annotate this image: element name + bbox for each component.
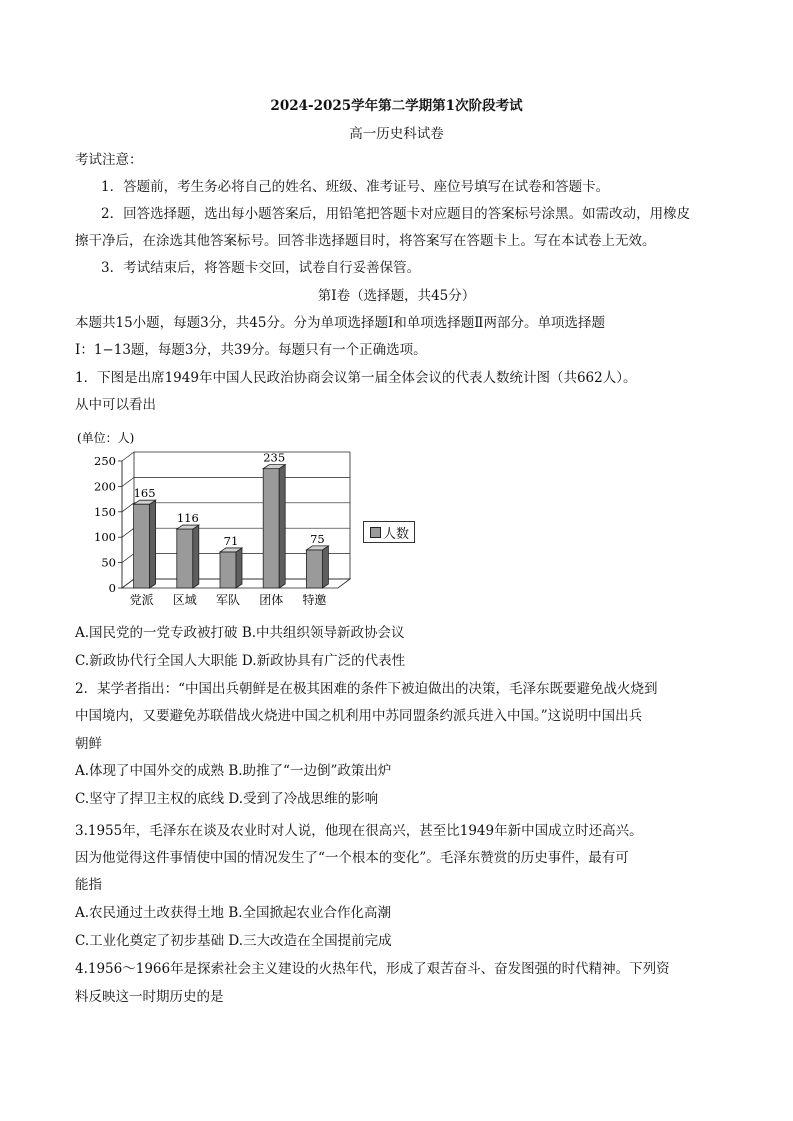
chart-ytick-label: 50 (101, 555, 116, 570)
chart-unit-label: (单位：人) (77, 431, 135, 445)
chart-legend-box (363, 521, 415, 543)
notice-heading: 考试注意： (75, 152, 143, 168)
chart-value-label: 71 (223, 533, 239, 548)
chart-value-label: 235 (263, 450, 286, 465)
q2-stem-line-1: 2．某学者指出：“中国出兵朝鲜是在极其困难的条件下被迫做出的决策，毛泽东既要避免战火烧到 (75, 681, 658, 697)
chart-grid-diag (122, 477, 134, 486)
q4-stem-line-1: 4.1956～1966年是探索社会主义建设的火热年代，形成了艰苦奋斗、奋发图强的时代精神。下列资 (75, 961, 670, 977)
q3-stem-line-3: 能指 (75, 877, 102, 893)
section-title: 第Ⅰ卷（选择题，共45分） (317, 288, 476, 304)
chart-grid-diag (122, 554, 134, 563)
chart-bar-side (150, 500, 156, 588)
chart-grid-diag (122, 452, 134, 461)
chart-bar-side (236, 548, 242, 588)
chart-category-label: 特邀 (302, 593, 327, 607)
chart-bar (263, 469, 279, 588)
chart-category-label: 团体 (259, 593, 284, 607)
q4-stem-line-2: 料反映这一时期历史的是 (75, 989, 224, 1005)
q1-stem-line-2: 从中可以看出 (75, 397, 156, 413)
chart-ytick-label: 100 (94, 530, 116, 545)
exam-subtitle: 高一历史科试卷 (349, 126, 444, 142)
q2-option-cd: C.坚守了捍卫主权的底线 D.受到了冷战思维的影响 (75, 791, 379, 807)
chart-bar (177, 529, 193, 588)
q2-stem-line-3: 朝鲜 (75, 736, 102, 752)
notice-item-3: 3．考试结束后，将答题卡交回，试卷自行妥善保管。 (101, 260, 421, 276)
notice-item-2-cont: 擦干净后，在涂选其他答案标号。回答非选择题目时，将答案写在答题卡上。写在本试卷上无效。 (75, 233, 656, 249)
notice-item-1: 1．答题前，考生务必将自己的姓名、班级、准考证号、座位号填写在试卷和答题卡。 (101, 179, 610, 195)
q1-stem-line-1: 1．下图是出席1949年中国人民政治协商会议第一届全体会议的代表人数统计图（共662人）。 (75, 370, 637, 386)
delegates-bar-chart (70, 425, 390, 615)
chart-category-label: 区域 (172, 593, 197, 607)
q2-stem-line-2: 中国境内，又要避免苏联借战火烧进中国之机利用中苏同盟条约派兵进入中国。”这说明中国出兵 (75, 708, 643, 724)
chart-bar (220, 552, 236, 588)
chart-bar (306, 550, 322, 588)
section-intro-line-1: 本题共15小题，每题3分，共45分。分为单项选择题Ⅰ和单项选择题Ⅱ两部分。单项选择题 (75, 315, 605, 331)
legend-swatch-box (370, 527, 381, 538)
q1-option-ab: A.国民党的一党专政被打破 B.中共组织领导新政协会议 (75, 625, 405, 641)
chart-category-label: 军队 (215, 593, 241, 607)
chart-category-label: 党派 (129, 593, 154, 607)
exam-title: 2024-2025学年第二学期第1次阶段考试 (270, 98, 523, 114)
chart-bar (134, 504, 150, 588)
q2-option-ab: A.体现了中国外交的成熟 B.助推了“一边倒”政策出炉 (75, 763, 392, 779)
chart-ytick-label: 0 (108, 581, 116, 595)
chart-grid-diag (122, 503, 134, 512)
q3-option-cd: C.工业化奠定了初步基础 D.三大改造在全国提前完成 (75, 933, 392, 949)
q1-option-cd: C.新政协代行全国人大职能 D.新政协具有广泛的代表性 (75, 653, 406, 669)
chart-ytick-label: 200 (94, 479, 116, 494)
chart-value-label: 116 (176, 511, 199, 526)
section-intro-line-2: Ⅰ：1−13题，每题3分，共39分。每题只有一个正确选项。 (75, 342, 427, 358)
notice-item-2: 2．回答选择题，选出每小题答案后，用铅笔把答题卡对应题目的答案标号涂黑。如需改动，用橡皮 (101, 206, 691, 222)
chart-grid-diag (122, 528, 134, 537)
q3-stem-line-1: 3.1955年，毛泽东在谈及农业时对人说，他现在很高兴，甚至比1949年新中国成立时还高兴。 (75, 823, 643, 839)
chart-ytick-label: 250 (94, 454, 116, 468)
q3-stem-line-2: 因为他觉得这件事情使中国的情况发生了“一个根本的变化”。毛泽东赞赏的历史事件，最有可 (75, 850, 629, 866)
q3-option-ab: A.农民通过土改获得土地 B.全国掀起农业合作化高潮 (75, 905, 392, 921)
legend-label: 人数 (383, 527, 410, 542)
chart-bar-side (279, 465, 285, 588)
chart-ytick-label: 150 (94, 504, 116, 519)
chart-value-label: 165 (133, 486, 156, 501)
chart-value-label: 75 (310, 531, 325, 546)
chart-bar-side (193, 525, 199, 588)
chart-bar-side (322, 546, 328, 588)
